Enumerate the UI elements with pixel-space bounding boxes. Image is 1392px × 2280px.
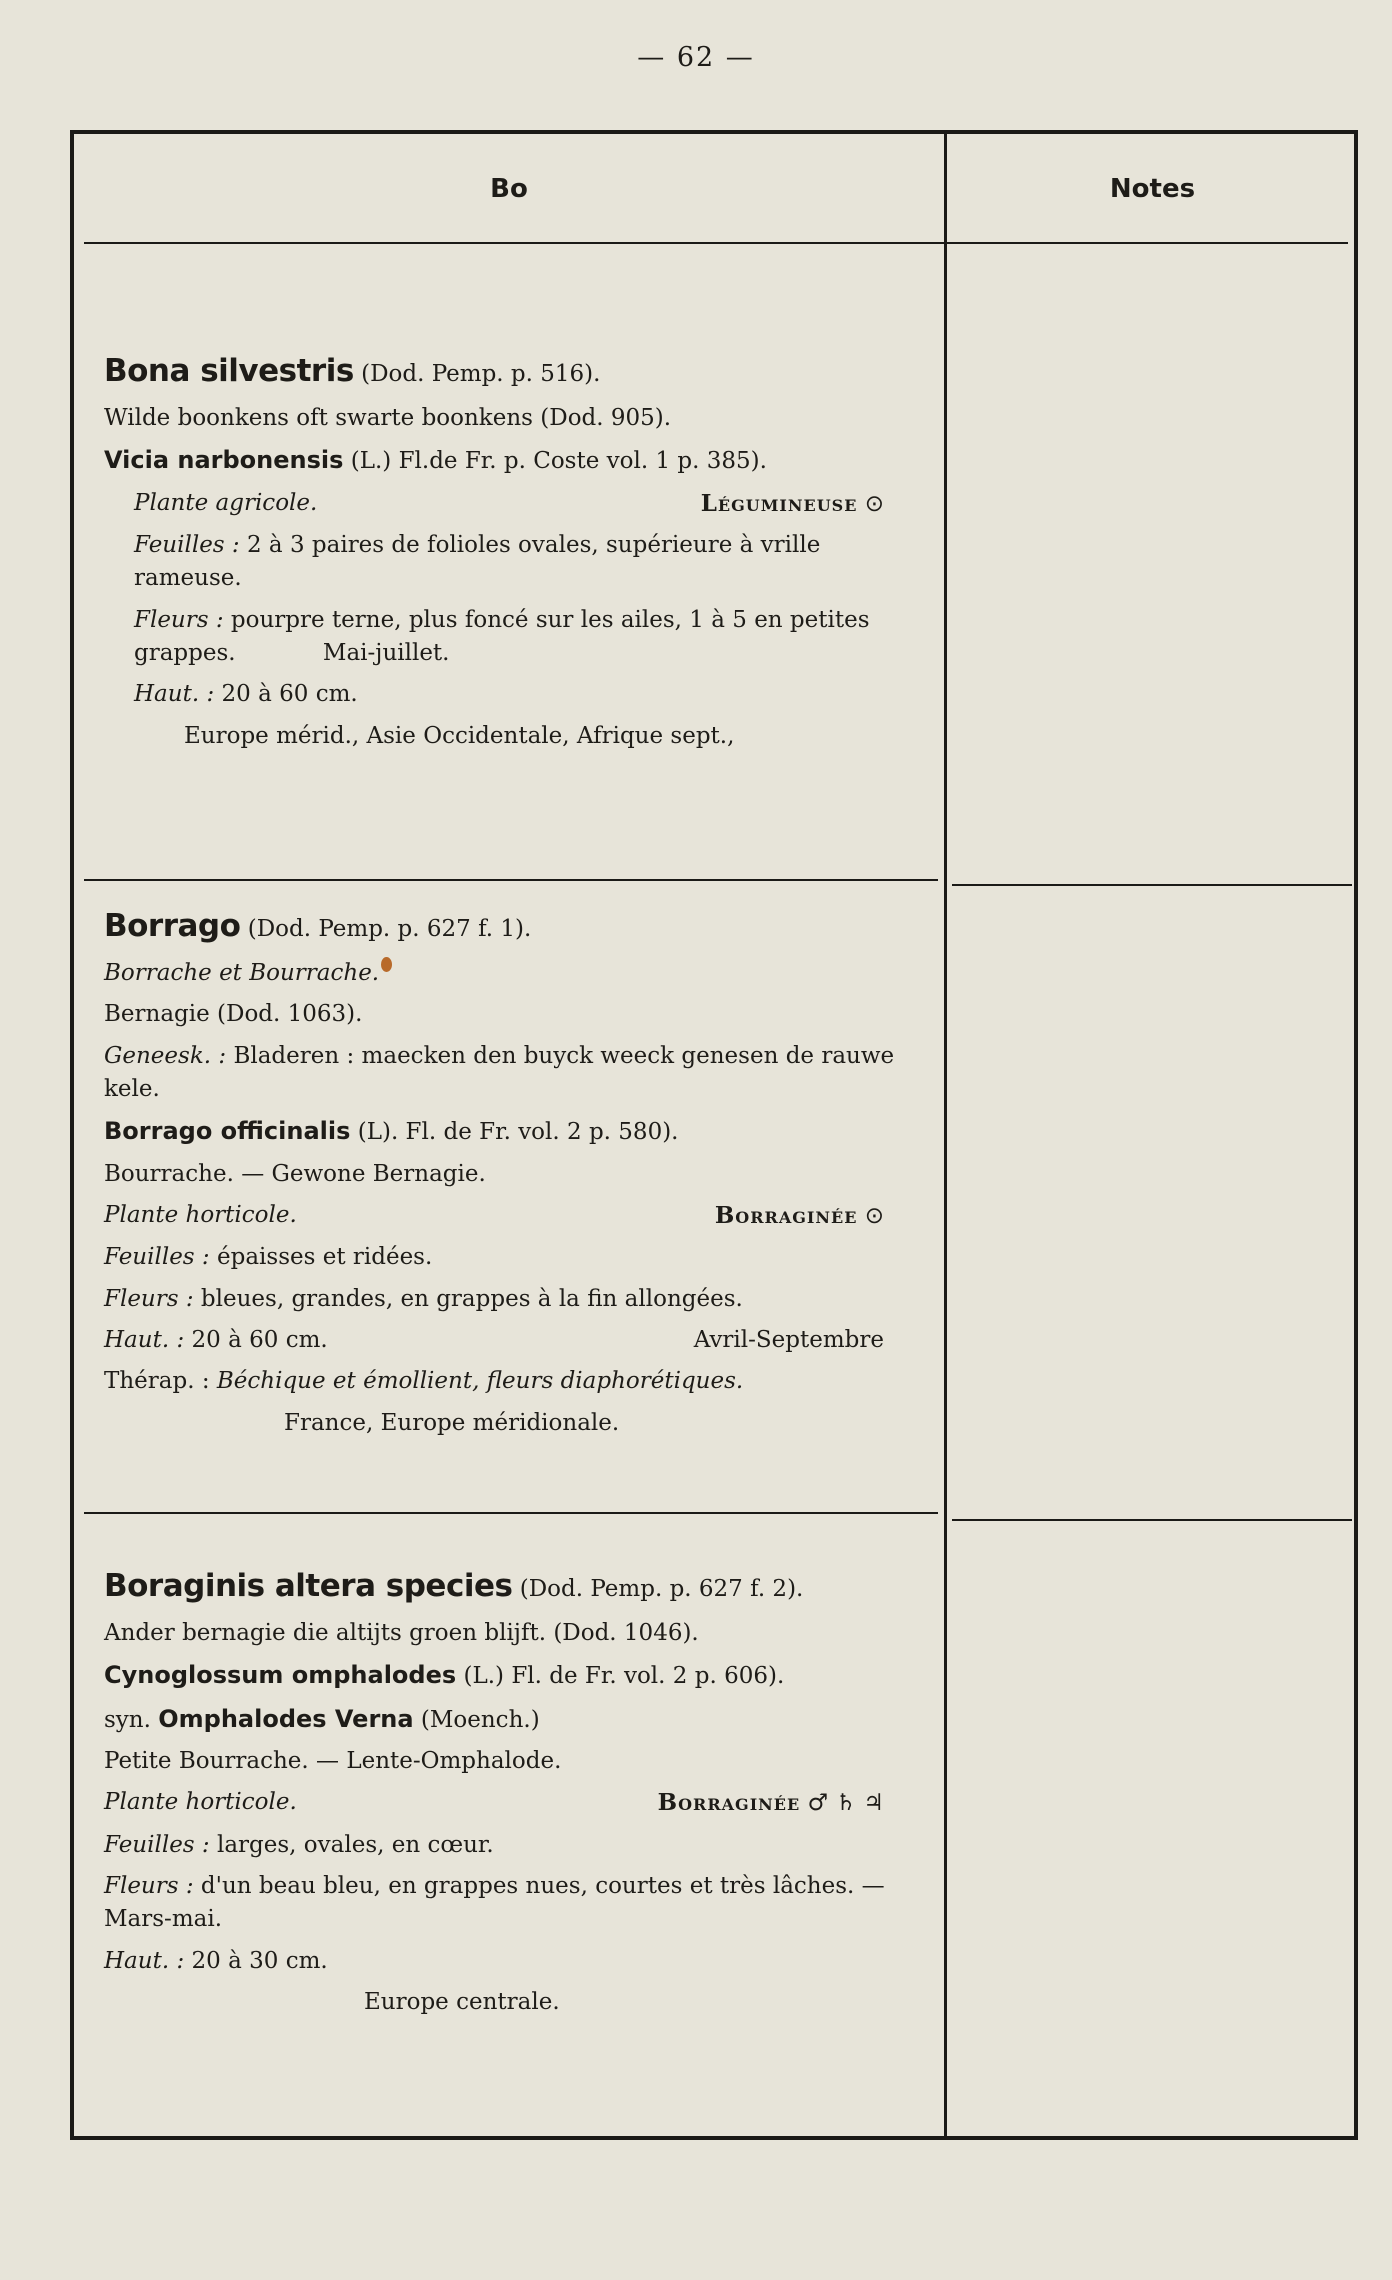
plant-use: Plante agricole.: [134, 489, 318, 516]
entry-bona-silvestris: [104, 349, 914, 761]
plant-family: Borraginée: [714, 1202, 858, 1229]
common-names: Bourrache. — Gewone Bernagie.: [104, 1160, 486, 1187]
entry-divider: [84, 879, 938, 881]
plant-use: Plante horticole.: [104, 1789, 297, 1816]
entry-reference: (Dod. Pemp. p. 516).: [361, 361, 601, 387]
leaves-text: épaisses et ridées.: [216, 1244, 433, 1271]
height-label: Haut. :: [134, 681, 215, 708]
scientific-reference: (L.) Fl.de Fr. p. Coste vol. 1 p. 385).: [350, 448, 767, 475]
page-number: — 62 —: [637, 42, 755, 73]
leaves-label: Feuilles :: [104, 1244, 210, 1271]
scientific-reference: (L.) Fl. de Fr. vol. 2 p. 606).: [463, 1663, 785, 1690]
table-frame: [70, 130, 1358, 2140]
flowers-text: bleues, grandes, en grappes à la fin allongées.: [200, 1285, 743, 1312]
flowers-text: pourpre terne, plus foncé sur les ailes, 1 à 5 en petites grappes.: [134, 606, 870, 666]
ink-stain: [381, 957, 392, 972]
entry-reference: (Dod. Pemp. p. 627 f. 2).: [519, 1576, 804, 1602]
scientific-name: Vicia narbonensis: [104, 446, 344, 475]
therapeutic-label: Thérap. :: [104, 1368, 210, 1395]
flowering-period: Mai-juillet.: [322, 640, 450, 666]
flowers-text: d'un beau bleu, en grappes nues, courtes et très lâches. — Mars-mai.: [104, 1873, 885, 1933]
height-label: Haut. :: [104, 1947, 185, 1974]
entry-borrago: [104, 904, 914, 1448]
leaves-label: Feuilles :: [104, 1831, 210, 1858]
entry-title: Borrago: [104, 908, 241, 944]
scientific-name: Cynoglossum omphalodes: [104, 1661, 457, 1690]
distribution: Europe mérid., Asie Occidentale, Afrique sept.,: [184, 722, 735, 749]
plant-use: Plante horticole.: [104, 1202, 297, 1228]
medicinal-label: Geneesk. :: [104, 1042, 227, 1069]
dutch-name: Wilde boonkens oft swarte boonkens (Dod. 905).: [104, 404, 672, 431]
entry-boraginis-altera-species: [104, 1564, 914, 2027]
height-text: 20 à 60 cm.: [191, 1327, 328, 1354]
notes-divider: [952, 884, 1352, 886]
entry-divider: [84, 1512, 938, 1514]
therapeutic-text: Béchique et émollient, fleurs diaphorétiques.: [216, 1368, 744, 1395]
scientific-reference: (L). Fl. de Fr. vol. 2 p. 580).: [357, 1119, 679, 1146]
synonym-reference: (Moench.): [420, 1706, 540, 1733]
dutch-name: Ander bernagie die altijts groen blijft. (Dod. 1046).: [104, 1619, 699, 1646]
notes-divider: [952, 1519, 1352, 1521]
annual-symbol-icon: ⊙: [864, 490, 884, 517]
entry-title: Boraginis altera species: [104, 1568, 513, 1604]
height-text: 20 à 30 cm.: [191, 1947, 328, 1974]
flowers-label: Fleurs :: [134, 606, 224, 633]
column-header-bo: Bo: [490, 174, 528, 204]
header-rule: [84, 242, 1348, 244]
flowers-label: Fleurs :: [104, 1285, 194, 1312]
flowering-period: Avril-Septembre: [693, 1327, 884, 1354]
plant-family: Borraginée: [657, 1789, 801, 1817]
leaves-text: larges, ovales, en cœur.: [216, 1831, 494, 1858]
common-names: Petite Bourrache. — Lente-Omphalode.: [104, 1747, 562, 1774]
height-text: 20 à 60 cm.: [221, 681, 358, 708]
flowers-label: Fleurs :: [104, 1873, 194, 1899]
column-divider: [944, 134, 947, 2136]
synonym-prefix: syn.: [104, 1706, 151, 1733]
annual-symbol-icon: ⊙: [864, 1203, 884, 1229]
plant-family: Légumineuse: [700, 489, 858, 517]
leaves-text: 2 à 3 paires de folioles ovales, supérieure à vrille rameuse.: [134, 531, 821, 592]
entry-title: Bona silvestris: [104, 353, 354, 389]
synonym-name: Omphalodes Verna: [158, 1704, 414, 1733]
scientific-name: Borrago officinalis: [104, 1117, 351, 1146]
perennial-symbols-icon: ♂ ♄ ♃: [807, 1790, 884, 1817]
column-header-notes: Notes: [1109, 174, 1196, 204]
french-name: Borrache et Bourrache.: [104, 959, 380, 986]
medicinal-text: Bladeren : maecken den buyck weeck genesen de rauwe kele.: [104, 1042, 895, 1102]
leaves-label: Feuilles :: [134, 531, 240, 558]
distribution: Europe centrale.: [364, 1989, 560, 2016]
distribution: France, Europe méridionale.: [284, 1409, 620, 1436]
entry-reference: (Dod. Pemp. p. 627 f. 1).: [247, 916, 532, 942]
dutch-name: Bernagie (Dod. 1063).: [104, 1001, 363, 1028]
height-label: Haut. :: [104, 1327, 185, 1354]
